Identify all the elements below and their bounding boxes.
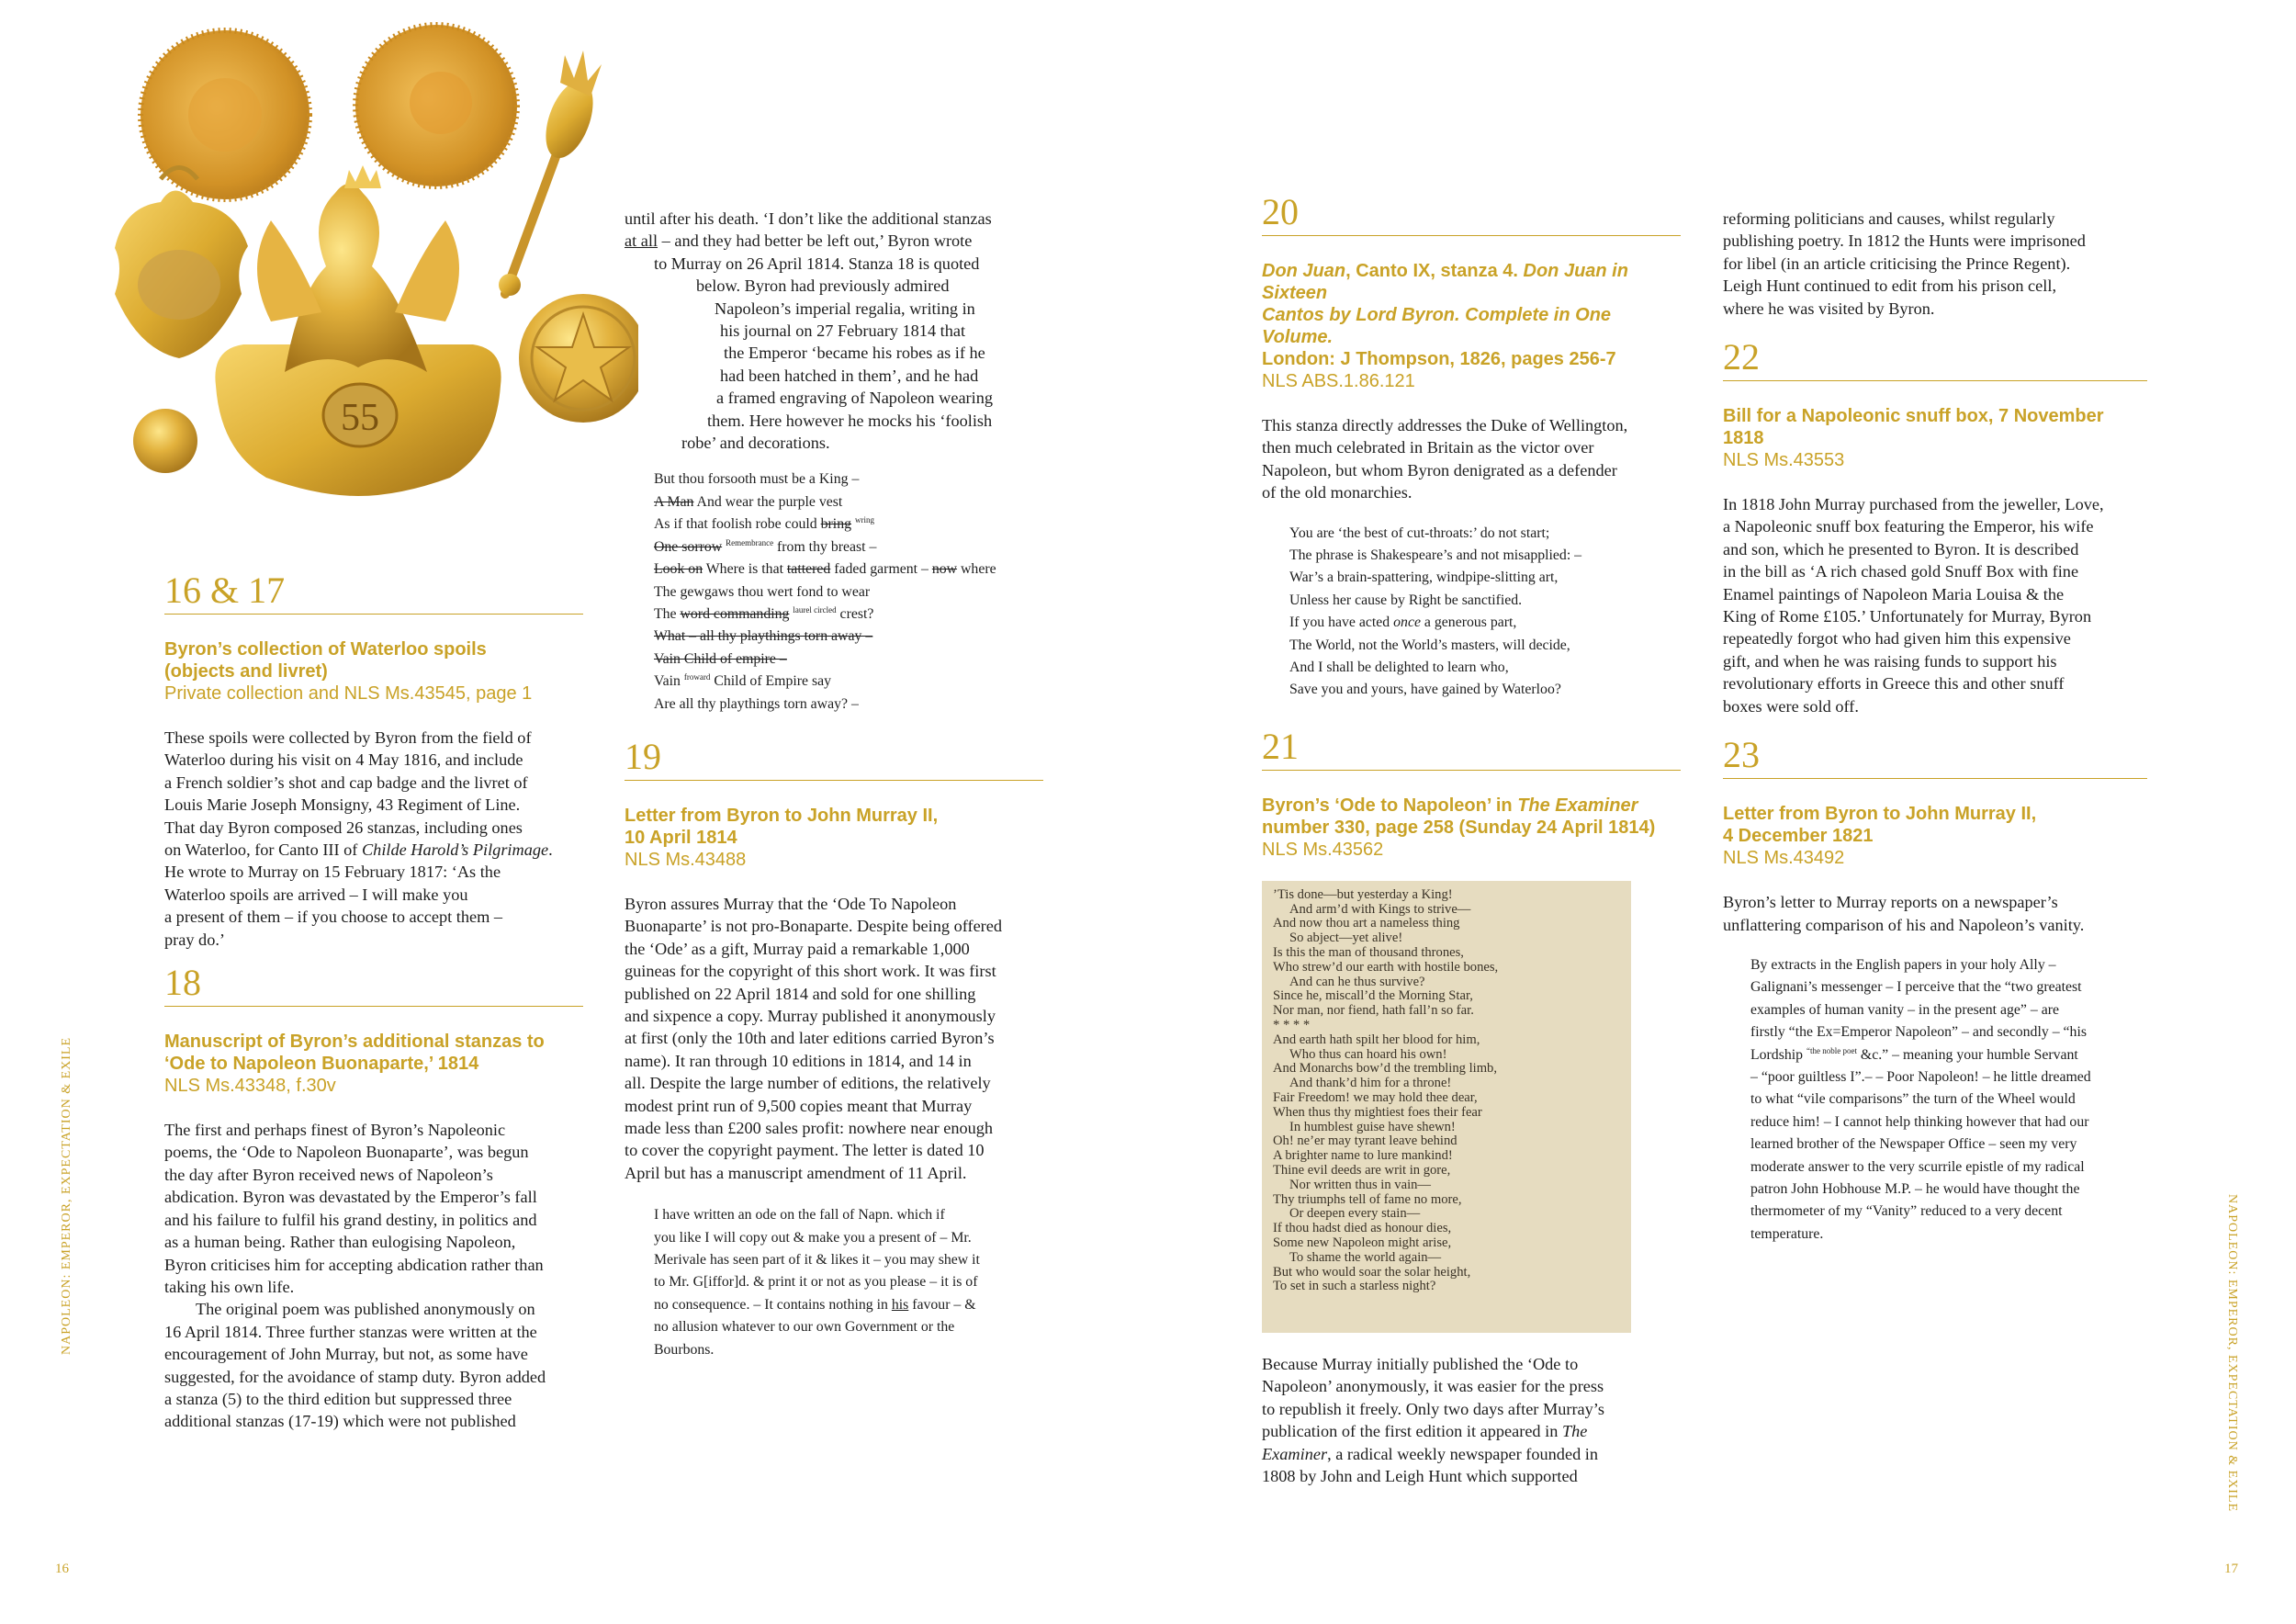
item-number-22: 22 xyxy=(1723,338,2147,381)
item-number-21: 21 xyxy=(1262,727,1681,771)
item-23-body: Byron’s letter to Murray reports on a newspaper’s unflattering comparison of his and Napoleon’s vanity. xyxy=(1723,893,2085,934)
item-number-18: 18 xyxy=(164,964,583,1007)
item-18-source: NLS Ms.43348, f.30v xyxy=(164,1076,336,1097)
item-18-continued: until after his death. ‘I don’t like the additional stanzas at all – and they had better be left out,’ Byron wrote to Murray on 26 April 1814. Stanza 18 is quoted below. Byron had previously admired Napoleon’s imperial regalia, writing in his journal on 27 February 1814 that the Emperor ‘became his robes as if he had been hatched in them’, and he had a framed engraving of Napoleon wearing them. Here however he mocks his ‘foolish robe’ and decorations. xyxy=(625,209,994,453)
eagle-cap-badge xyxy=(215,165,501,496)
item-20-body: This stanza directly addresses the Duke of Wellington, then much celebrated in Britain as the victor over Napoleon, but whom Byron denigrated as a defender of the old monarchies. xyxy=(1262,416,1628,502)
item-21-body: Because Murray initially published the ‘Ode to Napoleon’ anonymously, it was easier for the press to republish it freely. Only two days after Murray’s publication of the first edition it appeared in The Examiner, a radical weekly newspaper founded in 1808 by John and Leigh Hunt which supported xyxy=(1262,1354,1604,1485)
running-head-left: NAPOLEON: EMPEROR, EXPECTATION & EXILE xyxy=(60,1036,73,1355)
item-19-heading: Letter from Byron to John Murray II, 10 April 1814 xyxy=(625,805,939,848)
stanza-18-manuscript: But thou forsooth must be a King – A Man And wear the purple vest As if that foolish robe could bring $^{wring}$ One sorrow $^{Remembrance}$ from thy breast – Look on Where is that tattered faded garment – now where The gewgaws thou wert fond to wear The word commanding $^{laurel circled}$ crest? What – all thy playthings torn away – Vain Child of empire – Vain $^{froward}$ Child of Empire say Are all thy playthings torn away? – xyxy=(654,471,996,712)
waterloo-spoils-photo xyxy=(87,18,638,533)
rosette-right xyxy=(355,25,517,186)
badge-number: 55 xyxy=(341,397,379,439)
item-22-source: NLS Ms.43553 xyxy=(1723,450,1845,471)
column-3 xyxy=(1262,193,1681,1487)
item-18-heading: Manuscript of Byron’s additional stanzas to ‘Ode to Napoleon Buonaparte,’ 1814 xyxy=(164,1032,545,1075)
item-22-heading: Bill for a Napoleonic snuff box, 7 November 1818 xyxy=(1723,406,2104,449)
item-19-source: NLS Ms.43488 xyxy=(625,849,747,870)
item-23-heading: Letter from Byron to John Murray II, 4 December 1821 xyxy=(1723,804,2037,847)
item-18-body: The first and perhaps finest of Byron’s Napoleonic poems, the ‘Ode to Napoleon Buonaparte’, was begun the day after Byron received news of Napoleon’s abdication. Byron was devastated by the Emperor’s fall and his failure to fulfil his grand destiny, in politics and as a human being. Rather than eulogising Napoleon, Byron criticises him for accepting abdication rather than taking his own life. The original poem was published anonymously on 16 April 1814. Three further stanzas were written at the encouragement of John Murray, but not, as some have suggested, for the avoidance of stamp duty. Byron added a stanza (5) to the third edition but suppressed three additional stanzas (17-19) which were not published xyxy=(164,1121,546,1431)
item-16-17-heading: Byron’s collection of Waterloo spoils (objects and livret) xyxy=(164,639,487,682)
item-16-17-body: These spoils were collected by Byron from the field of Waterloo during his visit on 4 May 1816, and include a French soldier’s shot and cap badge and the livret of Louis Marie Joseph Monsigny, 43 Regiment of Line. That day Byron composed 26 stanzas, including ones on Waterloo, for Canto III of Childe Harold’s Pilgrimage. He wrote to Murray on 15 February 1817: ‘As the Waterloo spoils are arrived – I will make you a present of them – if you choose to accept them – pray do.’ xyxy=(164,728,553,949)
item-21-continued: reforming politicians and causes, whilst regularly publishing poetry. In 1812 the Hunts were imprisoned for libel (in an article criticising the Prince Regent). Leigh Hunt continued to edit from his prison cell, where he was visited by Byron. xyxy=(1723,209,2086,318)
item-19-letter-quote: I have written an ode on the fall of Napn. which if you like I will copy out & make you a present of – Mr. Merivale has seen part of it & likes it – you may shew it to Mr. G[iffor]d. & print it or not as you please – it is of no consequence. – It contains nothing in his favour – & no allusion whatever to our own Government or the Bourbons. xyxy=(654,1207,980,1358)
column-2 xyxy=(625,208,1043,1361)
running-head-right: NAPOLEON: EMPEROR, EXPECTATION & EXILE xyxy=(2225,1194,2239,1513)
item-number-19: 19 xyxy=(625,738,1043,781)
item-number-16-17: 16 & 17 xyxy=(164,571,583,615)
musket-shot xyxy=(133,409,197,473)
star-medallion xyxy=(519,294,638,423)
item-20-source: NLS ABS.1.86.121 xyxy=(1262,371,1415,391)
item-21-source: NLS Ms.43562 xyxy=(1262,839,1384,860)
item-20-heading: Don Juan, Canto IX, stanza 4. Don Juan in Sixteen Cantos by Lord Byron. Complete in One Volume. London: J Thompson, 1826, pages 256-7 xyxy=(1262,261,1628,369)
item-number-20: 20 xyxy=(1262,193,1681,236)
item-22-body: In 1818 John Murray purchased from the jeweller, Love, a Napoleonic snuff box featuring the Emperor, his wife and son, which he presented to Byron. It is described in the bill as ‘A rich chased gold Snuff Box with fine Enamel paintings of Napoleon Maria Louisa & the King of Rome £105.’ Unfortunately for Murray, Byron repeatedly forgot who had given him this expensive gift, and when he was raising funds to support his revolutionary efforts in Greece this and other snuff boxes were sold off. xyxy=(1723,495,2104,716)
column-1 xyxy=(164,571,583,1433)
examiner-newspaper-clipping: ’Tis done—but yesterday a King! And arm’d with Kings to strive— And now thou art a nameless thing So abject—yet alive! Is this the man of thousand thrones, Who strew’d our earth with hostile bones, And can he thus survive? Since he, miscall’d the Morning Star, Nor man, nor fiend, hath fall’n so far. * * * * And earth hath spilt her blood for him, Who thus can hoard his own! And Monarchs bow’d the trembling limb, And thank’d him for a throne! Fair Freedom! we may hold thee dear, When thus thy mightiest foes their fear In humblest guise have shewn! Oh! ne’er may tyrant leave behind A brighter name to lure mankind! Thine evil deeds are writ in gore, Nor written thus in vain— Thy triumphs tell of fame no more, Or deepen every stain— If thou hadst died as honour dies, Some new Napoleon might arise, To shame the world again— But who would soar the solar height, To set in such a starless night? xyxy=(1262,881,1631,1333)
page-number-right: 17 xyxy=(2224,1562,2238,1576)
item-23-source: NLS Ms.43492 xyxy=(1723,848,1845,869)
item-number-23: 23 xyxy=(1723,736,2147,779)
item-23-letter-quote: By extracts in the English papers in your holy Ally – Galignani’s messenger – I perceive that the “two greatest examples of human vanity – in the present age” – are firstly “the Ex=Emperor Napoleon” – and secondly – “his Lordship $^{“the noble poet}$ &c.” – meaning your humble Servant – “poor guiltless I”.– – Poor Napoleon! – he little dreamed to what “vile comparisons” the turn of the Wheel would reduce him! – I cannot help thinking however that had our learned brother of the Newspaper Office – seen my very moderate answer to the very scurrile epistle of my radical patron John Hobhouse M.P. – he would have thought the thermometer of my “Vanity” reduced to a very decent temperature. xyxy=(1750,956,2091,1242)
column-4 xyxy=(1723,208,2147,1246)
item-16-17-source: Private collection and NLS Ms.43545, page 1 xyxy=(164,683,533,704)
item-21-heading: Byron’s ‘Ode to Napoleon’ in The Examiner number 330, page 258 (Sunday 24 April 1814) xyxy=(1262,795,1656,838)
item-19-body: Byron assures Murray that the ‘Ode To Napoleon Buonaparte’ is not pro-Bonaparte. Despite being offered the ‘Ode’ as a gift, Murray paid a remarkable 1,000 guineas for the copyright of this short work. It was first published on 22 April 1814 and sold for one shilling and sixpence a copy. Murray published it anonymously at first (only the 10th and later editions carried Byron’s name). It ran through 10 editions in 1814, and 14 in all. Despite the large number of editions, the relatively modest print run of 9,500 copies meant that Murray made less than £200 sales profit: nowhere near enough to cover the copyright payment. The letter is dated 10 April but has a manuscript amendment of 11 April. xyxy=(625,894,1003,1182)
page-number-left: 16 xyxy=(55,1562,69,1576)
don-juan-stanza: You are ‘the best of cut-throats:’ do not start; The phrase is Shakespeare’s and not misapplied: – War’s a brain-spattering, windpipe-slitting art, Unless her cause by Right be sanctified. If you have acted once a generous part, The World, not the World’s masters, will decide, And I shall be delighted to learn who, Save you and yours, have gained by Waterloo? xyxy=(1289,524,1582,698)
